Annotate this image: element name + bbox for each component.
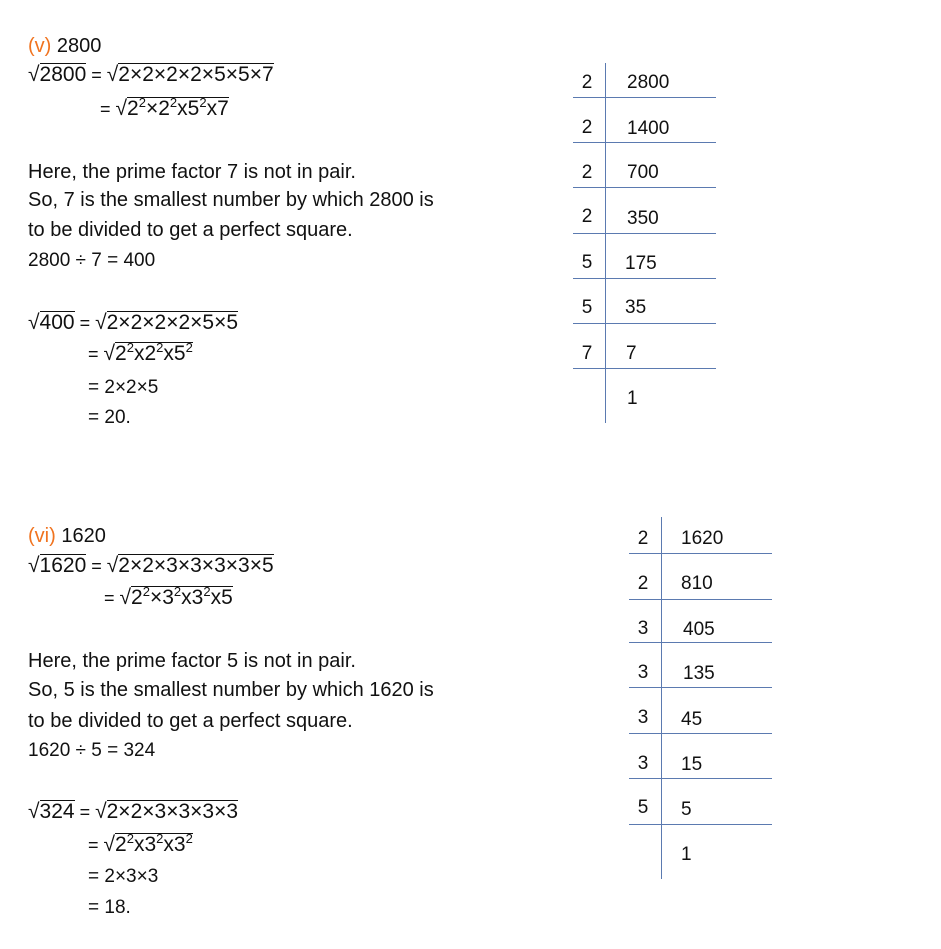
quotient: 2800 xyxy=(627,72,670,93)
divisor: 2 xyxy=(581,72,593,93)
quotient: 135 xyxy=(683,663,715,684)
divisor: 3 xyxy=(637,707,649,728)
divisor: 5 xyxy=(637,797,649,818)
part-v-step6: = 20. xyxy=(88,407,131,428)
part-v-expr1-rhs: 2×2×2×2×5×5×7 xyxy=(118,63,274,86)
part-v-expr2: = $√2^2\times 2^2x5^2x7$ xyxy=(100,95,229,120)
quotient: 7 xyxy=(626,343,637,364)
part-v-step5: = 2×2×5 xyxy=(88,377,159,398)
part-v-division: 2800 ÷ 7 = 400 xyxy=(28,250,156,271)
quotient: 350 xyxy=(627,208,659,229)
divisor: 2 xyxy=(581,162,593,183)
quotient: 810 xyxy=(681,573,713,594)
part-v-explain-2: So, 7 is the smallest number by which 2800 is xyxy=(28,189,434,211)
divisor: 3 xyxy=(637,618,649,639)
divisor: 3 xyxy=(637,753,649,774)
divisor: 3 xyxy=(637,662,649,683)
divisor: 5 xyxy=(581,297,593,318)
part-vi-label: (vi) xyxy=(28,525,56,547)
part-vi-number: 1620 xyxy=(61,525,106,547)
quotient: 35 xyxy=(625,297,647,318)
part-v-expr1-lhs: 2800 xyxy=(39,63,87,86)
quotient: 1620 xyxy=(681,528,724,549)
part-vi-division: 1620 ÷ 5 = 324 xyxy=(28,740,156,761)
quotient: 1 xyxy=(627,388,638,409)
divisor: 2 xyxy=(581,206,593,227)
part-vi-step6: = 18. xyxy=(88,897,131,918)
divisor: 2 xyxy=(637,573,649,594)
quotient: 700 xyxy=(627,162,659,183)
part-v-heading xyxy=(28,34,101,58)
quotient: 1 xyxy=(681,844,692,865)
part-vi-heading xyxy=(28,524,106,548)
quotient: 175 xyxy=(625,253,657,274)
quotient: 5 xyxy=(681,799,692,820)
divisor: 5 xyxy=(581,252,593,273)
divisor: 2 xyxy=(637,528,649,549)
quotient: 405 xyxy=(683,619,715,640)
divisor: 2 xyxy=(581,117,593,138)
part-vi-expr1: √1620 = √2×2×3×3×3×3×5 xyxy=(28,554,274,577)
part-v-label: (v) xyxy=(28,35,52,57)
part-v-explain-1: Here, the prime factor 7 is not in pair. xyxy=(28,161,356,183)
quotient: 15 xyxy=(681,754,703,775)
part-v-explain-3: to be divided to get a perfect square. xyxy=(28,219,353,241)
part-v-expr1: √2800 = √2×2×2×2×5×5×7 xyxy=(28,63,274,86)
part-vi-step5: = 2×3×3 xyxy=(88,866,159,887)
part-vi-expr4: = $√2^2x3^2x3^2$ xyxy=(88,831,193,856)
quotient: 1400 xyxy=(627,118,670,139)
part-vi-explain-1: Here, the prime factor 5 is not in pair. xyxy=(28,650,356,672)
part-v-expr4: = $√2^2x2^2x5^2$ xyxy=(88,340,193,365)
part-v-expr3: √400 = √2×2×2×2×5×5 xyxy=(28,311,239,334)
part-vi-expr2: = $√2^2\times 3^2x3^2x5$ xyxy=(104,584,233,609)
part-vi-expr3: √324 = √2×2×3×3×3×3 xyxy=(28,800,239,823)
divisor: 7 xyxy=(581,343,593,364)
quotient: 45 xyxy=(681,709,703,730)
part-v-number: 2800 xyxy=(56,35,102,57)
part-vi-explain-2: So, 5 is the smallest number by which 1620 is xyxy=(28,679,434,701)
part-vi-explain-3: to be divided to get a perfect square. xyxy=(28,710,353,732)
